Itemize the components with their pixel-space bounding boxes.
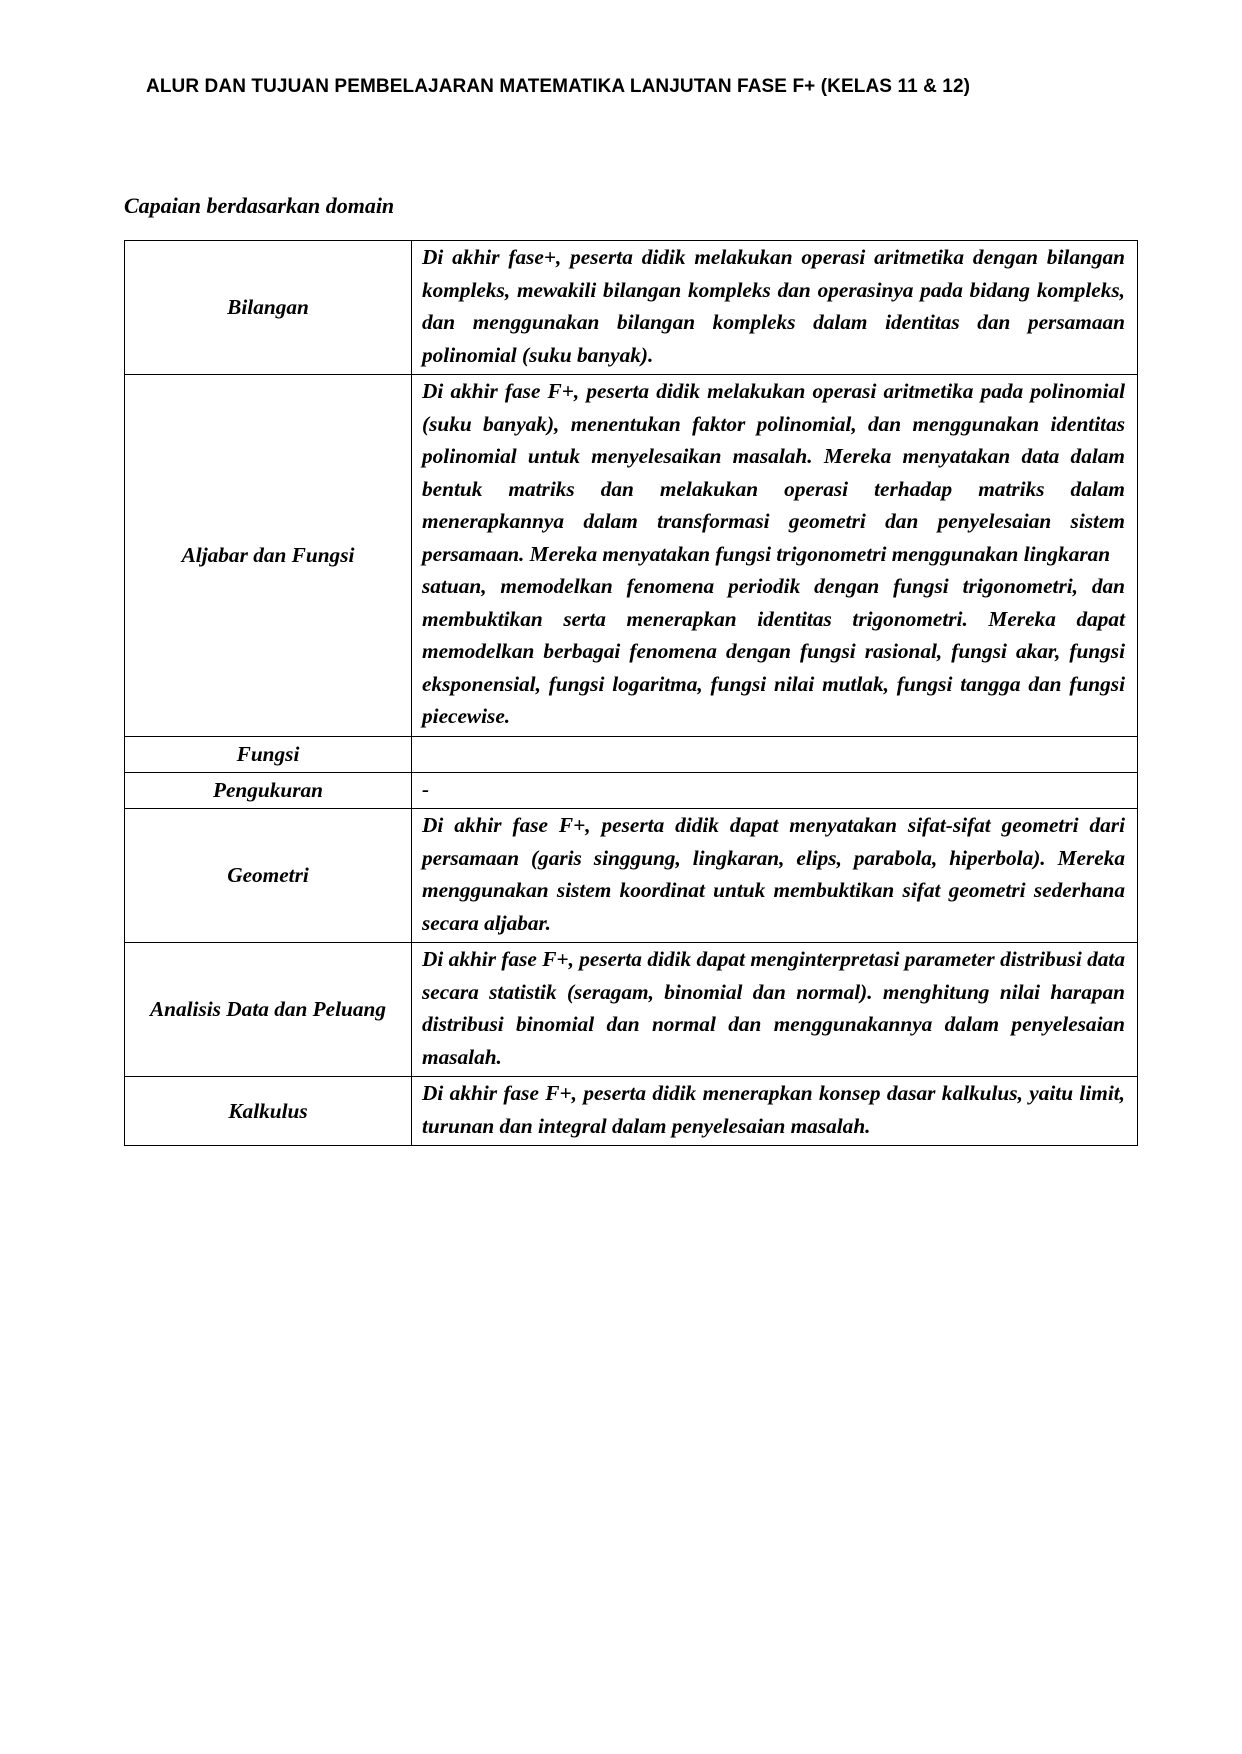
description-text: Di akhir fase F+, peserta didik dapat menginterpretasi parameter distribusi data secara statistik (seragam, binomial dan normal). menghitung nilai harapan distribusi binomial dan normal dan menggunakannya dalam penyelesaian masalah. xyxy=(422,947,1125,1069)
document-title: ALUR DAN TUJUAN PEMBELAJARAN MATEMATIKA LANJUTAN FASE F+ (KELAS 11 & 12) xyxy=(146,76,971,97)
domain-cell: Fungsi xyxy=(125,736,412,772)
description-text: satuan, memodelkan fenomena periodik dengan fungsi trigonometri, dan membuktikan serta menerapkan identitas trigonometri. Mereka dapat memodelkan berbagai fenomena dengan fungsi rasional, fungsi akar, fungsi eksponensial, fungsi logaritma, fungsi nilai mutlak, fungsi tangga dan fungsi piecewise. xyxy=(422,574,1125,728)
description-cell xyxy=(412,736,1138,772)
description-cell xyxy=(412,772,1138,809)
table-row xyxy=(125,943,1138,1077)
description-text: Di akhir fase F+, peserta didik dapat menyatakan sifat-sifat geometri dari persamaan (garis singgung, lingkaran, elips, parabola, hiperbola). Mereka menggunakan sistem koordinat untuk membuktikan sifat geometri sederhana secara aljabar. xyxy=(422,813,1125,935)
description-text: Di akhir fase F+, peserta didik melakukan operasi aritmetika pada polinomial (suku banyak), menentukan faktor polinomial, dan menggunakan identitas polinomial untuk menyelesaikan masalah. Mereka menyatakan data dalam bentuk matriks dan melakukan operasi terhadap matriks dalam menerapkannya dalam transformasi geometri dan penyelesaian sistem persamaan. Mereka menyatakan fungsi trigonometri menggunakan lingkaran xyxy=(422,379,1125,566)
domain-cell: Kalkulus xyxy=(125,1077,412,1146)
capaian-table xyxy=(124,240,1138,1146)
description-cell xyxy=(412,943,1138,1077)
domain-cell: Analisis Data dan Peluang xyxy=(125,943,412,1077)
table-row xyxy=(125,375,1138,737)
table-row xyxy=(125,241,1138,375)
domain-cell: Pengukuran xyxy=(125,772,412,809)
description-cell xyxy=(412,809,1138,943)
description-cell xyxy=(412,1077,1138,1146)
table-row xyxy=(125,1077,1138,1146)
section-heading: Capaian berdasarkan domain xyxy=(124,193,395,218)
description-text: Di akhir fase+, peserta didik melakukan operasi aritmetika dengan bilangan kompleks, mewakili bilangan kompleks dan operasinya pada bidang kompleks, dan menggunakan bilangan kompleks dalam identitas dan persamaan polinomial (suku banyak). xyxy=(422,245,1125,367)
description-text: Di akhir fase F+, peserta didik menerapkan konsep dasar kalkulus, yaitu limit, turunan dan integral dalam penyelesaian masalah. xyxy=(422,1081,1125,1138)
domain-cell: Bilangan xyxy=(125,241,412,375)
table-row xyxy=(125,772,1138,809)
description-cell xyxy=(412,241,1138,375)
table-row xyxy=(125,809,1138,943)
domain-cell: Geometri xyxy=(125,809,412,943)
table-row xyxy=(125,736,1138,772)
domain-cell: Aljabar dan Fungsi xyxy=(125,375,412,737)
description-text: - xyxy=(422,776,430,801)
description-cell xyxy=(412,375,1138,737)
